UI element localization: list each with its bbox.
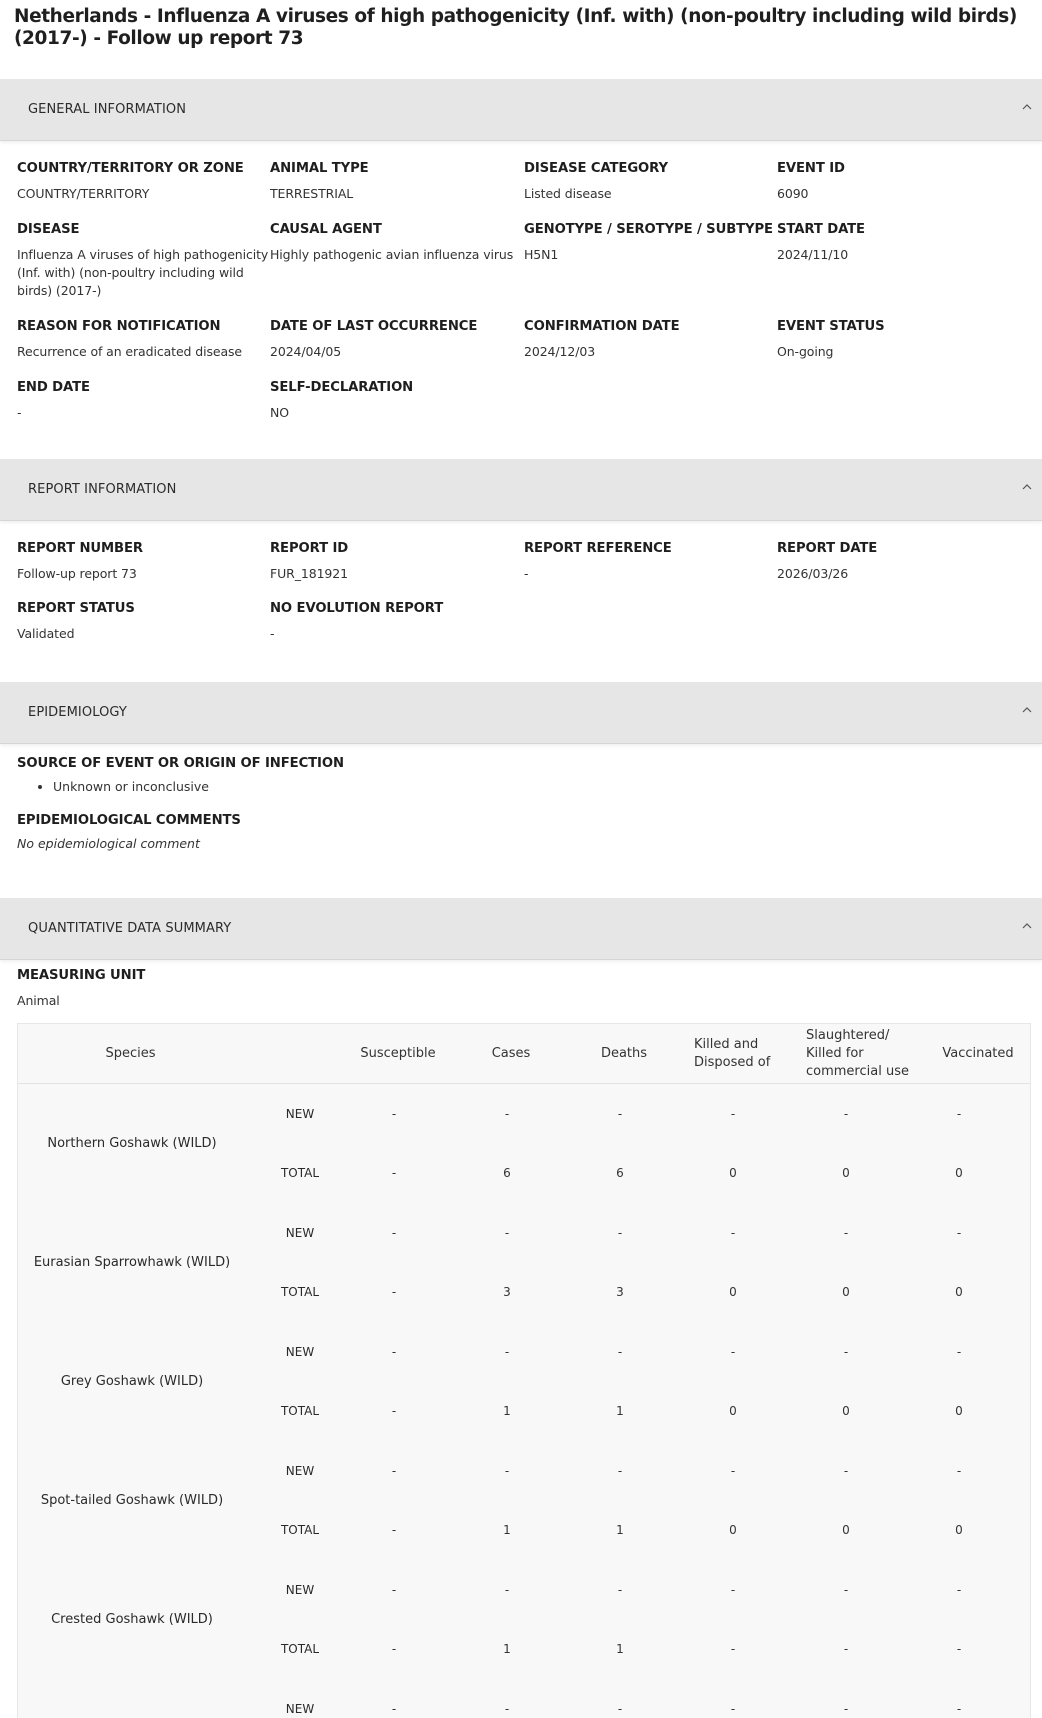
section-general-label: GENERAL INFORMATION bbox=[28, 102, 187, 117]
row-label-new: NEW bbox=[285, 1226, 315, 1240]
section-quantitative-header[interactable] bbox=[0, 898, 1042, 960]
field-report-number: REPORT NUMBER Follow-up report 73 bbox=[17, 541, 143, 581]
table-cell: - bbox=[617, 1702, 623, 1716]
row-label-new: NEW bbox=[285, 1464, 315, 1478]
chevron-up-icon[interactable] bbox=[1020, 700, 1034, 720]
field-epidemiological-comments: EPIDEMIOLOGICAL COMMENTS bbox=[17, 813, 241, 828]
row-label-new: NEW bbox=[285, 1702, 315, 1716]
table-cell: - bbox=[504, 1107, 510, 1121]
field-genotype: GENOTYPE / SEROTYPE / SUBTYPE H5N1 bbox=[524, 222, 773, 262]
table-cell: 0 bbox=[955, 1404, 963, 1418]
table-cell: 0 bbox=[842, 1523, 850, 1537]
table-cell: - bbox=[956, 1107, 962, 1121]
table-cell: 1 bbox=[616, 1642, 624, 1656]
table-cell: 3 bbox=[503, 1285, 511, 1299]
table-cell: 0 bbox=[842, 1166, 850, 1180]
section-report-header[interactable] bbox=[0, 459, 1042, 521]
row-label-total: TOTAL bbox=[280, 1166, 320, 1180]
field-self-declaration: SELF-DECLARATION NO bbox=[270, 380, 414, 420]
table-cell: - bbox=[617, 1226, 623, 1240]
section-epidemiology-label: EPIDEMIOLOGY bbox=[28, 705, 127, 720]
field-source-of-event: SOURCE OF EVENT OR ORIGIN OF INFECTION bbox=[17, 756, 344, 771]
table-cell: - bbox=[391, 1285, 397, 1299]
species-name: Eurasian Sparrowhawk (WILD) bbox=[33, 1254, 231, 1270]
field-report-date: REPORT DATE 2026/03/26 bbox=[777, 541, 878, 581]
species-name: Northern Goshawk (WILD) bbox=[47, 1135, 217, 1151]
table-cell: - bbox=[956, 1702, 962, 1716]
table-cell: - bbox=[730, 1107, 736, 1121]
table-cell: - bbox=[730, 1702, 736, 1716]
table-cell: 1 bbox=[616, 1523, 624, 1537]
row-label-new: NEW bbox=[285, 1345, 315, 1359]
column-header-deaths: Deaths bbox=[600, 1045, 648, 1061]
table-cell: 0 bbox=[955, 1166, 963, 1180]
field-report-id: REPORT ID FUR_181921 bbox=[270, 541, 349, 581]
table-cell: - bbox=[391, 1107, 397, 1121]
table-cell: - bbox=[391, 1166, 397, 1180]
table-cell: 0 bbox=[729, 1404, 737, 1418]
field-animal-type: ANIMAL TYPE TERRESTRIAL bbox=[270, 161, 369, 201]
species-name: Crested Goshawk (WILD) bbox=[51, 1611, 213, 1627]
field-country: COUNTRY/TERRITORY OR ZONE COUNTRY/TERRITORY bbox=[17, 161, 244, 201]
field-reason: REASON FOR NOTIFICATION Recurrence of an eradicated disease bbox=[17, 319, 243, 359]
table-cell: - bbox=[956, 1642, 962, 1656]
table-cell: 0 bbox=[955, 1285, 963, 1299]
row-label-total: TOTAL bbox=[280, 1523, 320, 1537]
list-item: • Unknown or inconclusive bbox=[53, 779, 209, 794]
field-event-id: EVENT ID 6090 bbox=[777, 161, 845, 201]
table-header-divider bbox=[18, 1083, 1031, 1084]
table-cell: - bbox=[617, 1583, 623, 1597]
table-cell: - bbox=[956, 1345, 962, 1359]
table-cell: - bbox=[504, 1583, 510, 1597]
table-cell: - bbox=[391, 1226, 397, 1240]
field-disease-category: DISEASE CATEGORY Listed disease bbox=[524, 161, 668, 201]
table-cell: - bbox=[391, 1642, 397, 1656]
table-cell: - bbox=[504, 1702, 510, 1716]
table-cell: - bbox=[730, 1583, 736, 1597]
field-last-occurrence: DATE OF LAST OCCURRENCE 2024/04/05 bbox=[270, 319, 478, 359]
table-cell: 3 bbox=[616, 1285, 624, 1299]
table-cell: - bbox=[730, 1345, 736, 1359]
column-header-slaughtered: Slaughtered/ Killed for commercial use bbox=[806, 1027, 909, 1079]
table-cell: 0 bbox=[729, 1523, 737, 1537]
field-disease: DISEASE Influenza A viruses of high pathogenicity (Inf. with) (non-poultry including wild birds) (2017-) bbox=[17, 222, 269, 298]
species-name: Spot-tailed Goshawk (WILD) bbox=[40, 1492, 224, 1508]
table-cell: - bbox=[391, 1404, 397, 1418]
table-cell: - bbox=[956, 1583, 962, 1597]
table-cell: - bbox=[617, 1107, 623, 1121]
column-header-vaccinated: Vaccinated bbox=[942, 1045, 1014, 1061]
table-cell: - bbox=[843, 1107, 849, 1121]
section-report-label: REPORT INFORMATION bbox=[28, 482, 177, 497]
table-cell: - bbox=[617, 1345, 623, 1359]
table-cell: - bbox=[843, 1583, 849, 1597]
field-report-status: REPORT STATUS Validated bbox=[17, 601, 135, 641]
chevron-up-icon[interactable] bbox=[1020, 477, 1034, 497]
table-cell: 1 bbox=[616, 1404, 624, 1418]
section-epidemiology-header[interactable] bbox=[0, 682, 1042, 744]
field-measuring-unit: MEASURING UNIT Animal bbox=[17, 968, 146, 1008]
table-cell: - bbox=[391, 1583, 397, 1597]
row-label-new: NEW bbox=[285, 1107, 315, 1121]
field-no-evolution-report: NO EVOLUTION REPORT - bbox=[270, 601, 444, 641]
table-cell: - bbox=[391, 1523, 397, 1537]
field-confirmation-date: CONFIRMATION DATE 2024/12/03 bbox=[524, 319, 680, 359]
table-cell: - bbox=[617, 1464, 623, 1478]
table-cell: - bbox=[956, 1464, 962, 1478]
table-cell: 6 bbox=[616, 1166, 624, 1180]
table-cell: 0 bbox=[842, 1285, 850, 1299]
table-cell: - bbox=[391, 1345, 397, 1359]
table-cell: - bbox=[391, 1702, 397, 1716]
section-quantitative-label: QUANTITATIVE DATA SUMMARY bbox=[28, 921, 232, 936]
page-title: Netherlands - Influenza A viruses of high pathogenicity (Inf. with) (non-poultry including wild birds) (2017-) - Follow up report 73 bbox=[14, 6, 1017, 49]
epidemiological-comment-value: No epidemiological comment bbox=[17, 836, 200, 851]
table-cell: - bbox=[504, 1464, 510, 1478]
table-cell: 0 bbox=[842, 1404, 850, 1418]
table-cell: - bbox=[730, 1464, 736, 1478]
field-end-date: END DATE - bbox=[17, 380, 90, 420]
row-label-new: NEW bbox=[285, 1583, 315, 1597]
table-cell: - bbox=[843, 1702, 849, 1716]
field-report-reference: REPORT REFERENCE - bbox=[524, 541, 672, 581]
field-causal-agent: CAUSAL AGENT Highly pathogenic avian influenza virus bbox=[270, 222, 514, 262]
row-label-total: TOTAL bbox=[280, 1642, 320, 1656]
table-cell: - bbox=[730, 1642, 736, 1656]
field-start-date: START DATE 2024/11/10 bbox=[777, 222, 865, 262]
table-cell: - bbox=[843, 1642, 849, 1656]
row-label-total: TOTAL bbox=[280, 1285, 320, 1299]
table-cell: 0 bbox=[729, 1166, 737, 1180]
table-cell: 1 bbox=[503, 1642, 511, 1656]
source-list bbox=[53, 779, 209, 794]
table-cell: 0 bbox=[729, 1285, 737, 1299]
quantitative-table bbox=[17, 1023, 1031, 1718]
field-event-status: EVENT STATUS On-going bbox=[777, 319, 885, 359]
table-cell: - bbox=[843, 1464, 849, 1478]
column-header-cases: Cases bbox=[491, 1045, 531, 1061]
species-name: Grey Goshawk (WILD) bbox=[60, 1373, 204, 1389]
column-header-killed-disposed: Killed and Disposed of bbox=[694, 1036, 771, 1070]
table-cell: 0 bbox=[955, 1523, 963, 1537]
table-cell: 1 bbox=[503, 1404, 511, 1418]
table-cell: - bbox=[504, 1226, 510, 1240]
chevron-up-icon[interactable] bbox=[1020, 916, 1034, 936]
column-header-susceptible: Susceptible bbox=[360, 1045, 436, 1061]
table-cell: - bbox=[843, 1226, 849, 1240]
row-label-total: TOTAL bbox=[280, 1404, 320, 1418]
table-cell: 1 bbox=[503, 1523, 511, 1537]
table-cell: - bbox=[956, 1226, 962, 1240]
section-general-header[interactable] bbox=[0, 79, 1042, 141]
table-cell: - bbox=[843, 1345, 849, 1359]
column-header-species: Species bbox=[105, 1045, 156, 1061]
chevron-up-icon[interactable] bbox=[1020, 97, 1034, 117]
table-cell: - bbox=[730, 1226, 736, 1240]
table-cell: - bbox=[504, 1345, 510, 1359]
table-cell: - bbox=[391, 1464, 397, 1478]
table-cell: 6 bbox=[503, 1166, 511, 1180]
